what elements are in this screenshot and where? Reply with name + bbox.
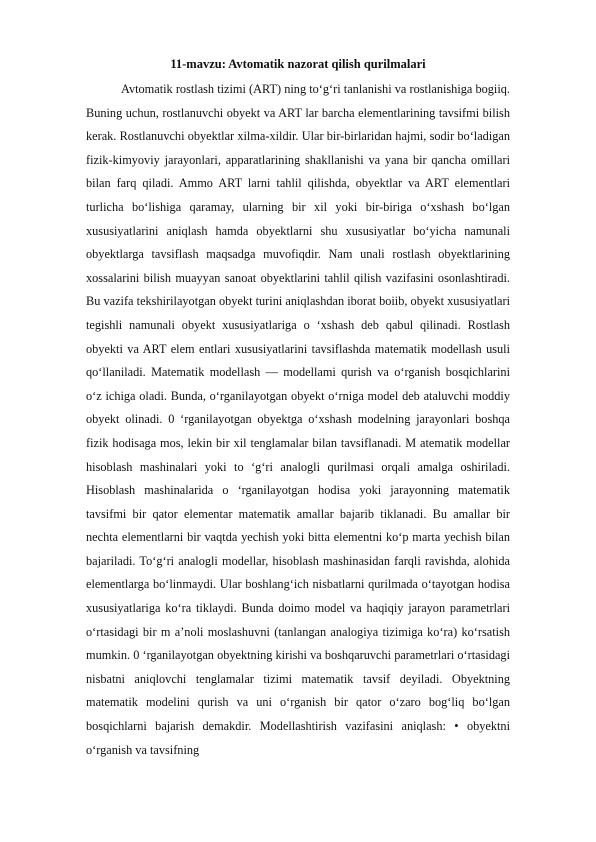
body-paragraph: Avtomatik rostlash tizimi (ART) ning to‘g‘ri tanlanishi va rostlanishiga bogiiq. Buning uchun, rostlanuvchi obyekt va ART lar barcha elementlarining tavsifmi bilish kerak. Rostlanuvchi obyektlar xilma-xildir. Ular bir-birlaridan hajmi, sodir bo‘ladigan fizik-kimyoviy jarayonlari, apparatlarining shakllanishi va yana bir qancha omillari bilan farq qiladi. Ammo ART larni tahlil qilishda, obyektlar va ART elementlari turlicha bo‘lishiga qaramay, ularning bir xil yoki bir-biriga o‘xshash bo‘lgan xususiyatlarini aniqlash hamda obyektlarni shu xususiyatlar bo‘yicha namunali obyektlarga tavsiflash maqsadga muvofiqdir. Nam unali rostlash obyektlarining xossalarini bilish muayyan sanoat obyektlarini tahlil qilish vazifasini osonlashtiradi. Bu vazifa tekshirilayotgan obyekt turini aniqlashdan iborat boiib, obyekt xususiyatlari tegishli namunali obyekt xususiyatlariga o ‘xshash deb qabul qilinadi. Rostlash obyekti va ART elem entlari xususiyatlarini tavsiflashda matematik modellash usuli qo‘llaniladi. Matematik modellash — modellami qurish va o‘rganish bosqichlarini o‘z ichiga oladi. Bunda, o‘rganilayotgan obyekt o‘rniga model deb ataluvchi moddiy obyekt olinadi. 0 ‘rganilayotgan obyektga o‘xshash modelning jarayonlari boshqa fizik hodisaga mos, lekin bir xil tenglamalar bilan tavsiflanadi. M atematik modellar hisoblash mashinalari yoki to ‘g‘ri analogli qurilmasi orqali amalga oshiriladi. Hisoblash mashinalarida o ‘rganilayotgan hodisa yoki jarayonning matematik tavsifmi bir qator elementar matematik amallar bajarib tiklanadi. Bu amallar bir nechta elementlarni bir vaqtda yechish yoki bitta elementni ko‘p marta yechish bilan bajariladi. To‘g‘ri analogli modellar, hisoblash mashinasidan farqli ravishda, alohida elementlarga bo‘linmaydi. Ular boshlang‘ich nisbatlarni qurilmada o‘tayotgan hodisa xususiyatlariga ko‘ra tiklaydi. Bunda doimo model va haqiqiy jarayon parametrlari o‘rtasidagi bir m a’noli moslashuvni (tanlangan analogiya tizimiga ko‘ra) ko‘rsatish mumkin. 0 ‘rganilayotgan obyektning kirishi va boshqaruvchi parametrlari o‘rtasidagi nisbatni aniqlovchi tenglamalar tizimi matematik tavsif deyiladi. Obyektning matematik modelini qurish va uni o‘rganish bir qator o‘zaro bog‘liq bo‘lgan bosqichlarni bajarish demakdir. Modellashtirish vazifasini aniqlash: • obyektni o‘rganish va tavsifning (86, 82, 510, 757)
document-page (86, 54, 510, 762)
page-title: 11-mavzu: Avtomatik nazorat qilish qurilmalari (170, 57, 426, 71)
